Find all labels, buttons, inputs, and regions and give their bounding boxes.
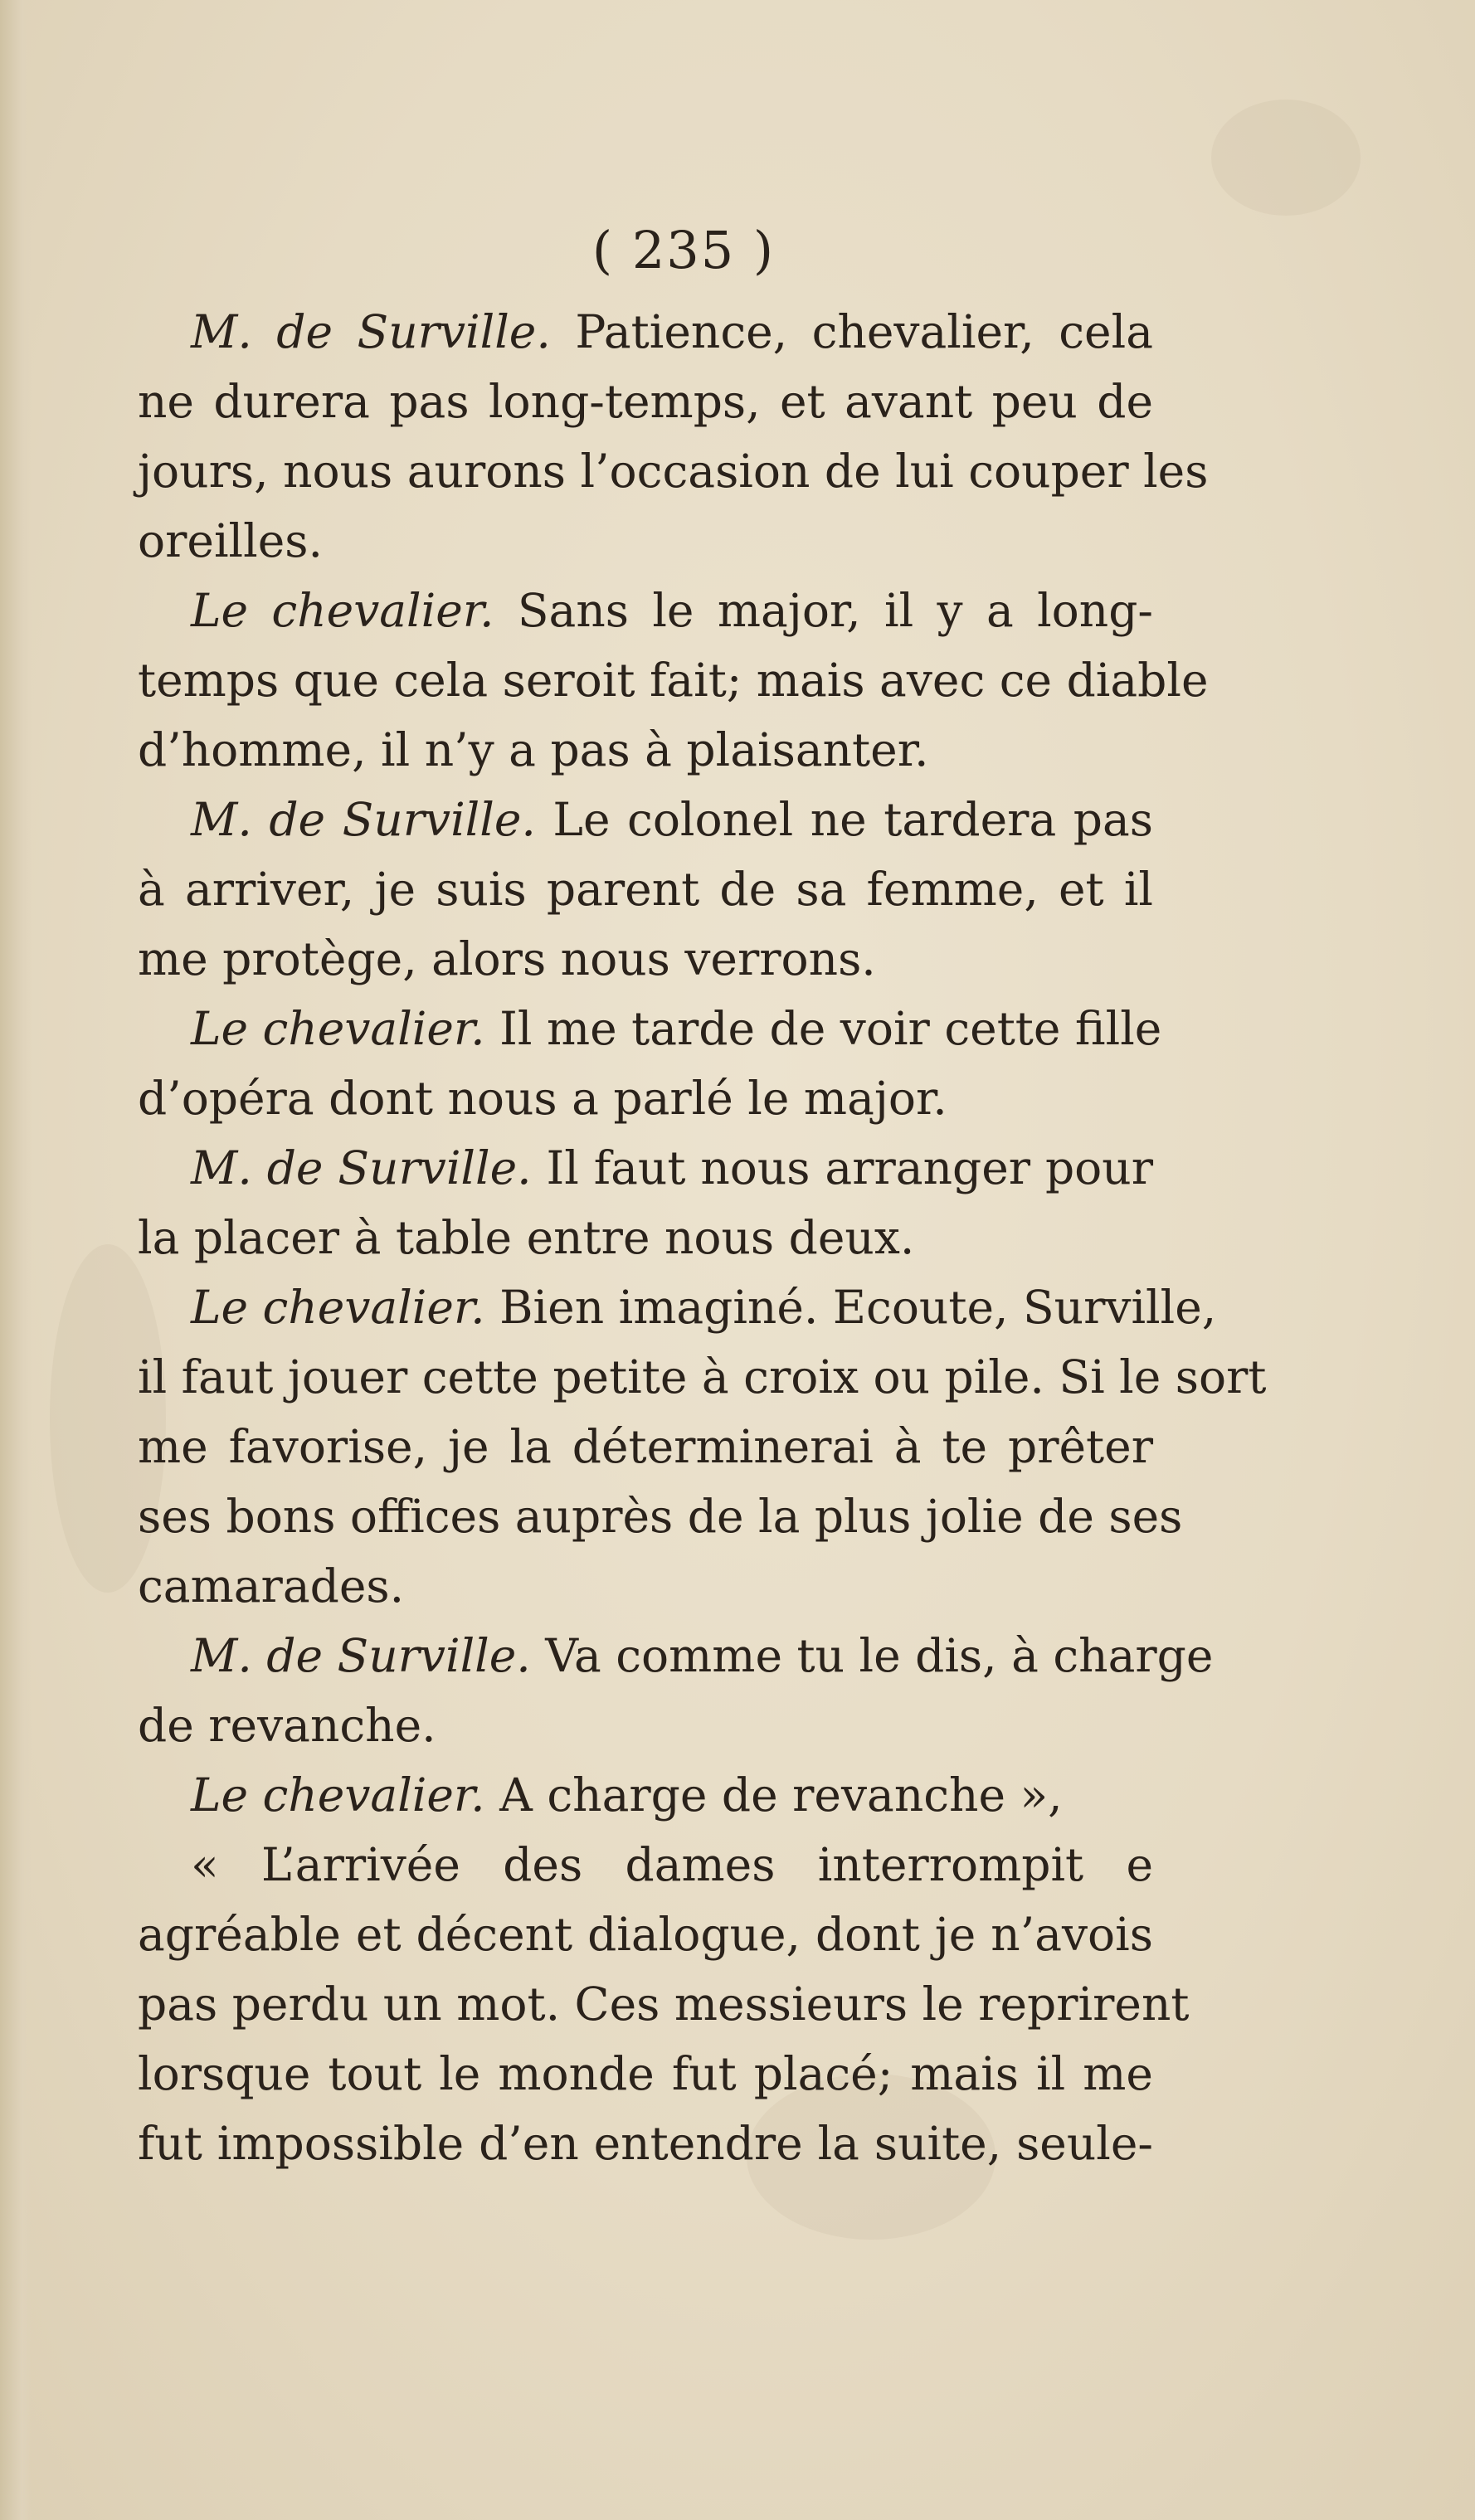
text-line — [138, 785, 1153, 854]
line-text: jours, nous aurons l’occasion de lui couper les — [138, 445, 1209, 498]
line-text: oreilles. — [138, 514, 323, 567]
speaker-name: M. de Surville. — [191, 1141, 532, 1194]
text-line — [138, 506, 1153, 576]
speaker-name: Le chevalier. — [191, 584, 494, 637]
line-text: la placer à table entre nous deux. — [138, 1211, 915, 1264]
line-text: Sans le major, il y a long- — [494, 584, 1154, 637]
text-line — [138, 1691, 1153, 1760]
line-text: Bien imaginé. Ecoute, Surville, — [484, 1281, 1217, 1334]
line-text: d’opéra dont nous a parlé le major. — [138, 1072, 947, 1125]
text-line — [138, 854, 1153, 924]
paper-stain — [1211, 100, 1361, 216]
text-line — [138, 2109, 1153, 2178]
page-number-text: ( 235 ) — [591, 220, 776, 280]
text-line — [138, 1412, 1153, 1481]
text-line — [138, 2039, 1153, 2109]
line-text: Il faut nous arranger pour — [531, 1141, 1153, 1194]
text-line — [138, 1900, 1153, 1969]
speaker-name: Le chevalier. — [191, 1768, 485, 1822]
line-text: Le colonel ne tardera pas — [535, 793, 1153, 846]
line-text: me protège, alors nous verrons. — [138, 932, 876, 985]
line-text: agréable et décent dialogue, dont je n’avois — [138, 1908, 1153, 1961]
text-line — [138, 1133, 1153, 1203]
line-text: de revanche. — [138, 1699, 436, 1752]
speaker-name: M. de Surville. — [191, 793, 536, 846]
text-line — [138, 367, 1153, 436]
text-line — [138, 1272, 1217, 1342]
text-line — [138, 1621, 1214, 1691]
line-text: me favorise, je la déterminerai à te prêter — [138, 1420, 1153, 1473]
line-text: à arriver, je suis parent de sa femme, et il — [138, 863, 1153, 916]
text-line — [138, 1551, 1153, 1621]
text-line — [138, 1063, 1153, 1133]
line-text: Il me tarde de voir cette fille — [484, 1002, 1162, 1055]
speaker-name: M. de Surville. — [191, 305, 551, 358]
text-line — [138, 924, 1153, 994]
line-text: Patience, chevalier, cela — [550, 305, 1153, 358]
line-text: fut impossible d’en entendre la suite, seule- — [138, 2117, 1153, 2170]
speaker-name: Le chevalier. — [191, 1281, 485, 1334]
line-text: lorsque tout le monde fut placé; mais il me — [138, 2047, 1153, 2100]
text-line — [138, 1830, 1153, 1900]
text-line — [138, 436, 1209, 506]
body-text — [138, 297, 1267, 2178]
page-number — [0, 217, 1475, 284]
line-text: « L’arrivée des dames interrompit e — [191, 1838, 1153, 1891]
text-line — [138, 1481, 1183, 1551]
text-line — [138, 645, 1209, 715]
line-text: ne durera pas long-temps, et avant peu de — [138, 375, 1153, 428]
text-line — [138, 994, 1162, 1063]
line-text: camarades. — [138, 1559, 405, 1613]
line-text: il faut jouer cette petite à croix ou pile. Si le sort — [138, 1350, 1267, 1404]
line-text: temps que cela seroit fait; mais avec ce diable — [138, 654, 1209, 707]
line-text: ses bons offices auprès de la plus jolie de ses — [138, 1490, 1183, 1543]
text-line — [138, 1969, 1190, 2039]
line-text: d’homme, il n’y a pas à plaisanter. — [138, 723, 929, 776]
line-text: A charge de revanche », — [484, 1768, 1063, 1822]
line-text: Va comme tu le dis, à charge — [530, 1629, 1214, 1682]
line-text: pas perdu un mot. Ces messieurs le reprirent — [138, 1978, 1190, 2031]
text-line — [138, 1203, 1153, 1272]
text-line — [138, 1760, 1153, 1830]
text-line — [138, 1342, 1267, 1412]
text-line — [138, 297, 1153, 367]
speaker-name: M. de Surville. — [191, 1629, 531, 1682]
text-line — [138, 576, 1153, 645]
speaker-name: Le chevalier. — [191, 1002, 485, 1055]
page-gutter-shadow — [0, 0, 32, 2520]
text-line — [138, 715, 1153, 785]
